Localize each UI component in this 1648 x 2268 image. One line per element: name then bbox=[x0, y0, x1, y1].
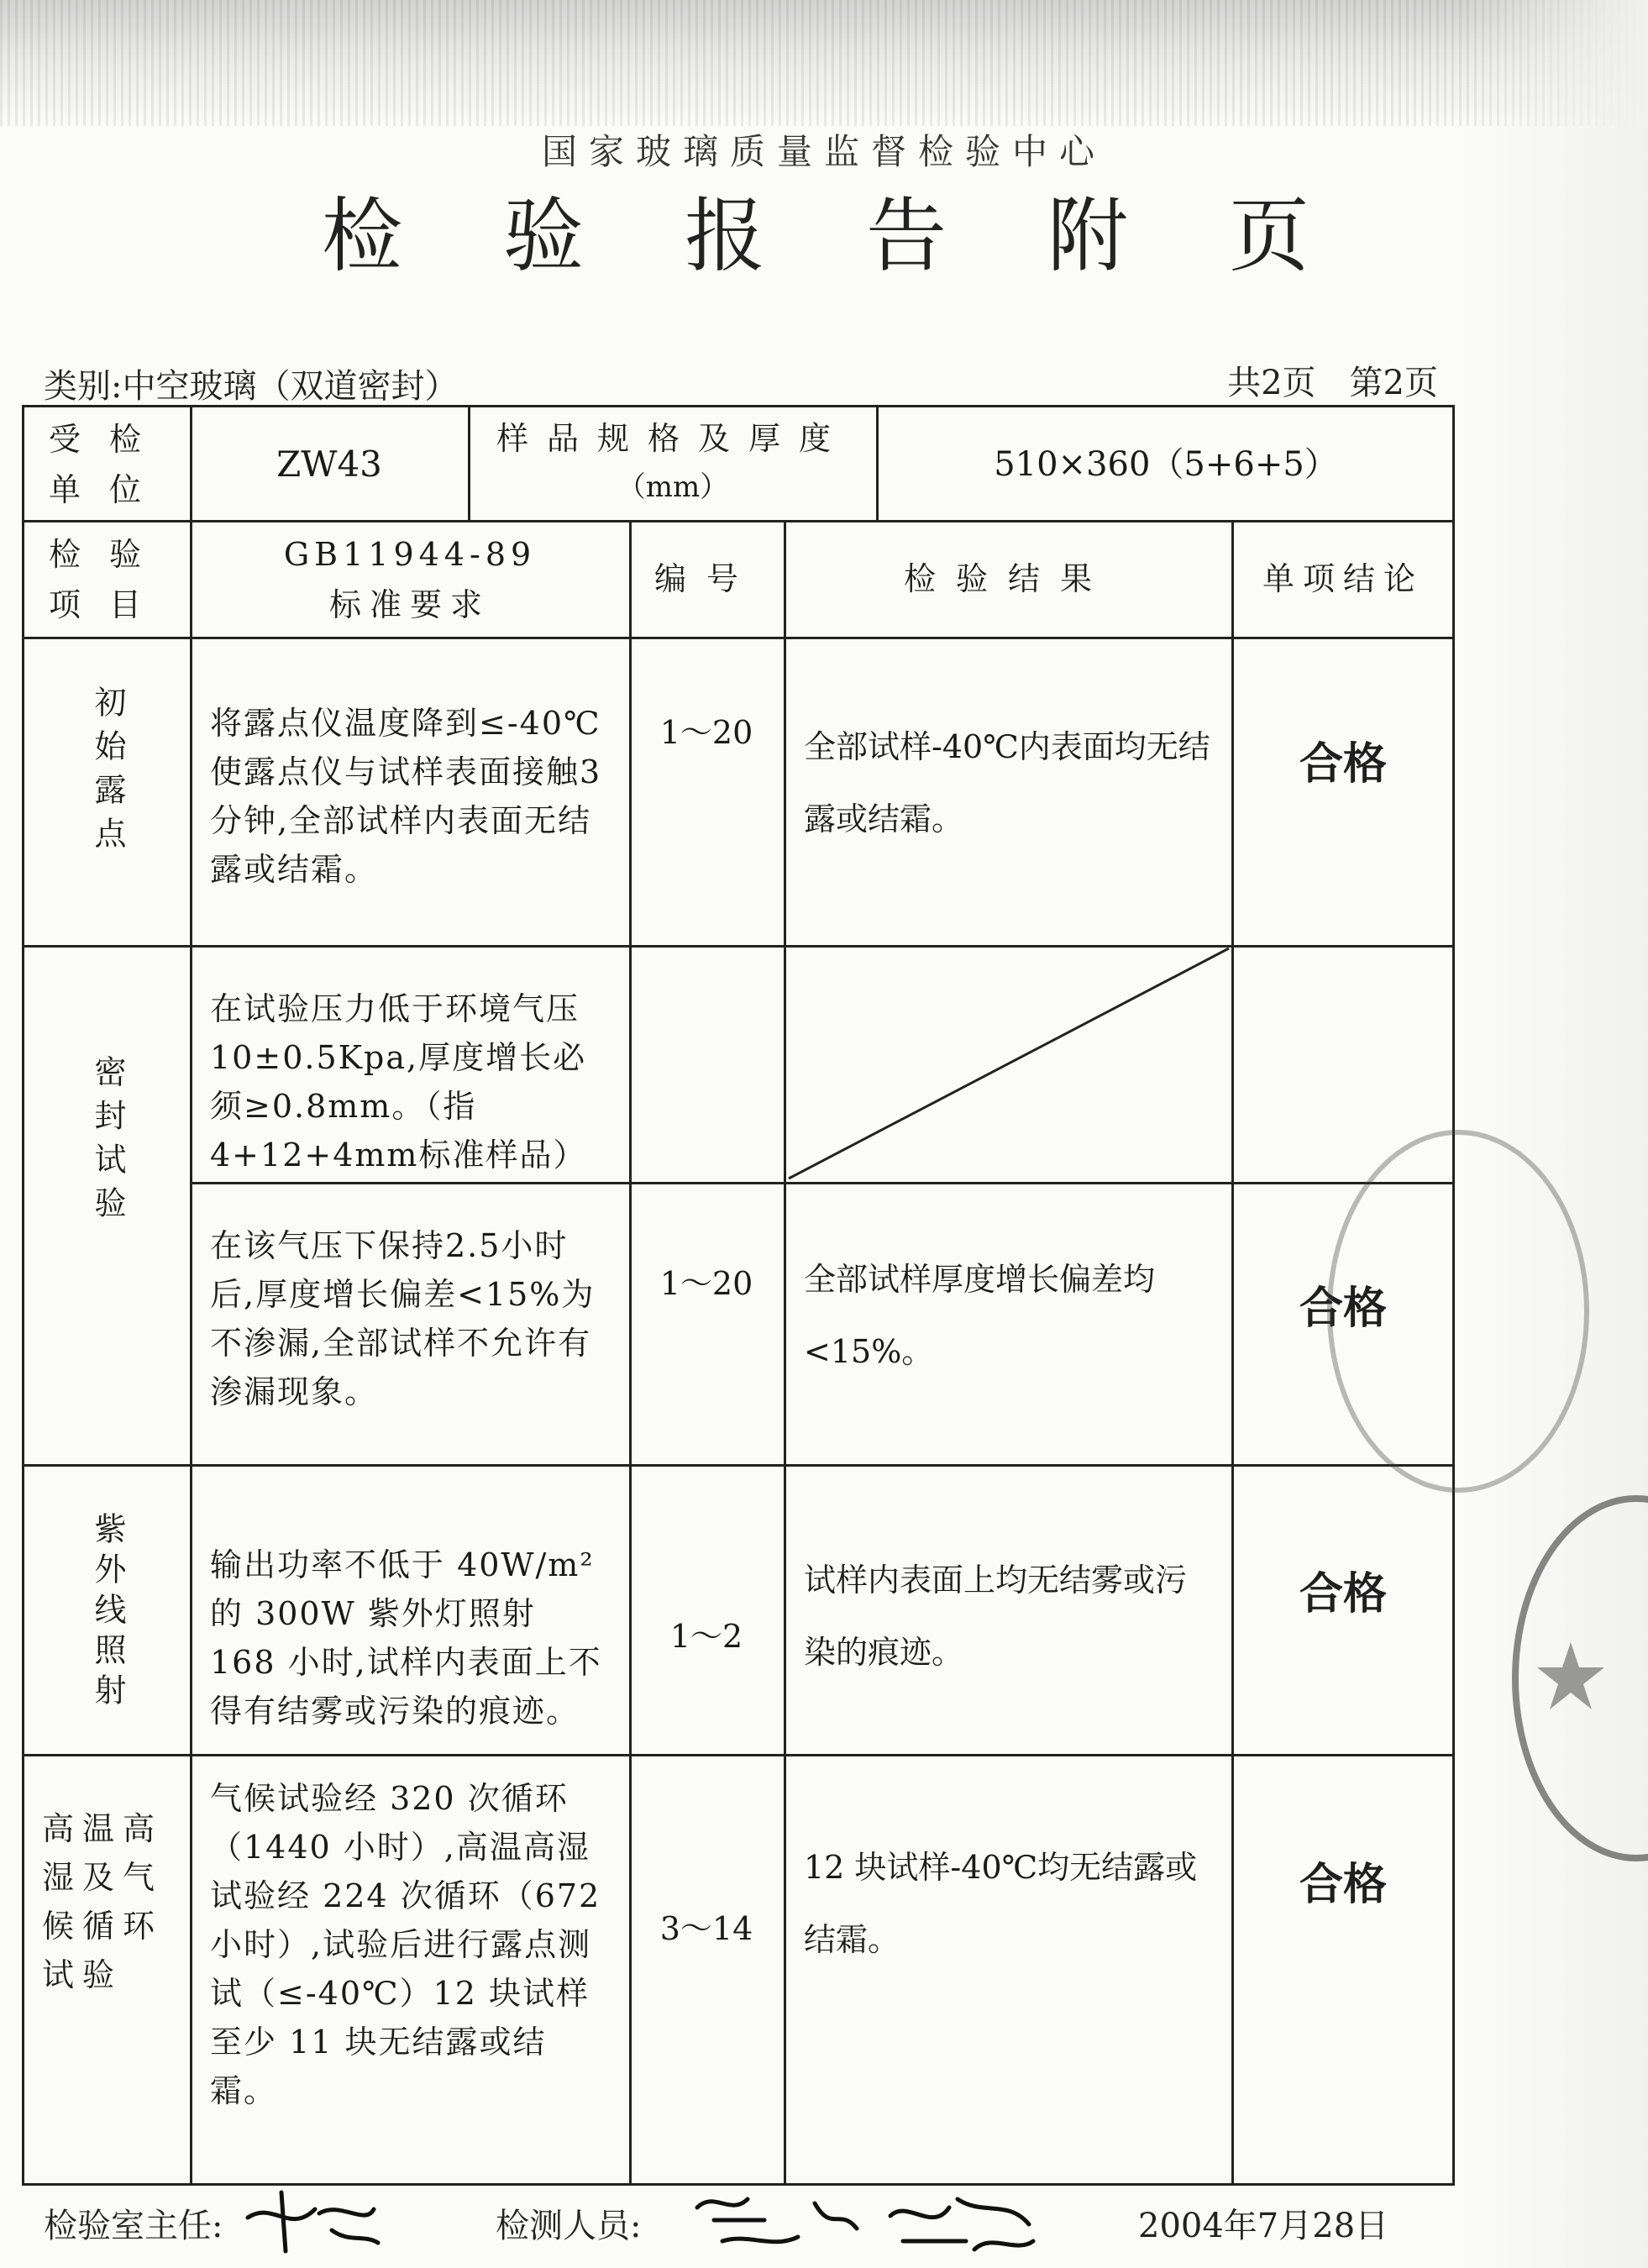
scan-shadow-right bbox=[1463, 0, 1648, 2268]
seal-star-icon bbox=[1537, 1638, 1604, 1714]
col-number-header: 编号 bbox=[653, 560, 758, 597]
row-item-uv-exposure: 紫外线照射 bbox=[89, 1512, 126, 1714]
row-requirement: 将露点仪温度降到≤-40℃使露点仪与试样表面接触3分钟,全部试样内表面无结露或结霜。 bbox=[210, 705, 602, 888]
table-rule bbox=[190, 1182, 1455, 1184]
row-conclusion: 合格 bbox=[1299, 1860, 1387, 1910]
spec-value: 510×360（5+6+5） bbox=[994, 445, 1338, 484]
spec-label-block bbox=[470, 412, 875, 517]
category-label: 类别:中空玻璃（双道密封） bbox=[44, 367, 459, 406]
not-applicable-slash bbox=[784, 945, 1231, 1182]
official-seal-stamp bbox=[1327, 1130, 1589, 1493]
page-current: 第2页 bbox=[1349, 364, 1438, 402]
table-rule bbox=[22, 1754, 1455, 1756]
table-rule bbox=[22, 637, 1455, 639]
page-indicator bbox=[1227, 356, 1438, 404]
organization-name: 国家玻璃质量监督检验中心 bbox=[541, 131, 1106, 172]
tester-signatures bbox=[689, 2182, 1042, 2262]
col-item-header: 检验项目 bbox=[48, 536, 170, 623]
row-requirement: 在该气压下保持2.5小时后,厚度增长偏差<15%为不渗漏,全部试样不允许有渗漏现象。 bbox=[210, 1227, 596, 1410]
page-total: 共2页 bbox=[1227, 364, 1316, 402]
row-conclusion: 合格 bbox=[1299, 1284, 1387, 1334]
row-result: 全部试样厚度增长偏差均<15%。 bbox=[804, 1261, 1156, 1370]
standard-requirement-label: 标准要求 bbox=[328, 586, 491, 623]
scan-noise-top bbox=[0, 0, 1648, 126]
row-number: 3～14 bbox=[659, 1910, 753, 1947]
row-result: 12 块试样-40℃均无结露或结霜。 bbox=[804, 1849, 1198, 1958]
tester-label: 检测人员: bbox=[496, 2207, 642, 2245]
row-conclusion: 合格 bbox=[1299, 1569, 1387, 1620]
document-title: 检验报告附页 bbox=[322, 189, 1410, 283]
spec-unit: （mm） bbox=[617, 470, 729, 504]
standard-code: GB11944-89 bbox=[283, 536, 537, 573]
director-label: 检验室主任: bbox=[44, 2207, 223, 2245]
row-item-initial-dew-point: 初始露点 bbox=[89, 685, 126, 860]
unit-value: ZW43 bbox=[276, 444, 382, 485]
row-item-seal-test: 密封试验 bbox=[89, 1055, 126, 1230]
row-number: 1～20 bbox=[659, 1265, 753, 1302]
unit-label: 受检单位 bbox=[48, 421, 170, 508]
table-rule bbox=[22, 1464, 1455, 1467]
report-date: 2004年7月28日 bbox=[1138, 2207, 1389, 2245]
row-result: 全部试样-40℃内表面均无结露或结霜。 bbox=[804, 728, 1210, 837]
row-requirement: 气候试验经 320 次循环（1440 小时）,高温高湿试验经 224 次循环（672 小时）,试验后进行露点测试（≤-40℃）12 块试样至少 11 块无结露或结霜。 bbox=[210, 1780, 601, 2109]
row-item-climate-cycle: 高温高湿及气候循环试验 bbox=[42, 1810, 164, 1993]
spec-label: 样品规格及厚度 bbox=[496, 420, 849, 457]
col-result-header: 检验结果 bbox=[903, 560, 1112, 597]
row-number: 1～2 bbox=[669, 1618, 743, 1655]
row-number: 1～20 bbox=[659, 714, 753, 751]
col-standard-header bbox=[192, 529, 628, 633]
row-requirement: 输出功率不低于 40W/m² 的 300W 紫外灯照射 168 小时,试样内表面上不得有结雾或污染的痕迹。 bbox=[210, 1546, 602, 1730]
director-signature bbox=[239, 2184, 382, 2260]
row-requirement: 在试验压力低于环境气压 10±0.5Kpa,厚度增长必须≥0.8mm。（指4+12+4mm标准样品） bbox=[210, 990, 587, 1173]
table-rule bbox=[22, 945, 1455, 948]
col-conclusion-header: 单项结论 bbox=[1262, 560, 1424, 597]
row-result: 试样内表面上均无结雾或污染的痕迹。 bbox=[804, 1562, 1188, 1671]
row-conclusion: 合格 bbox=[1299, 739, 1387, 790]
